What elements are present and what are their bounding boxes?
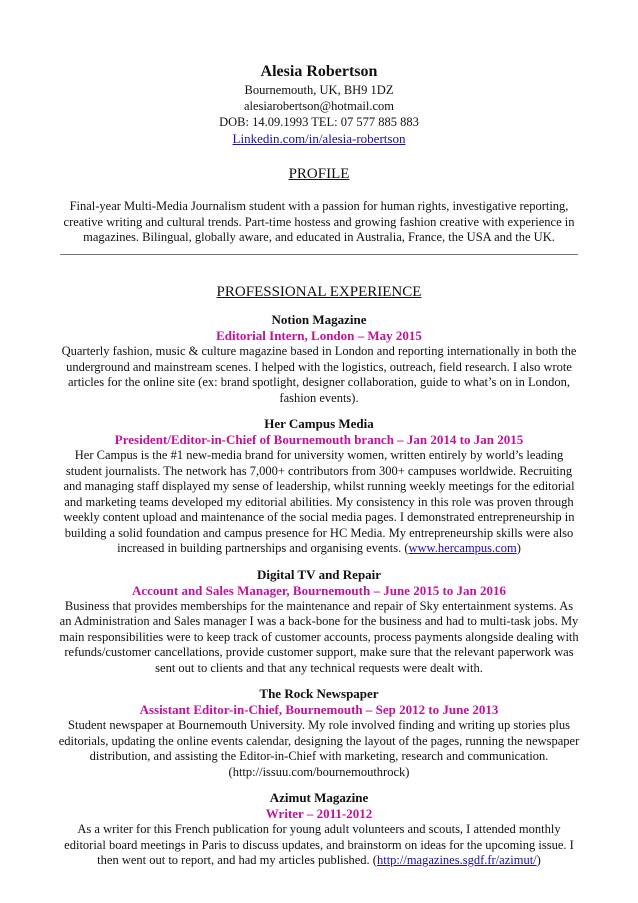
dob-tel: DOB: 14.09.1993 TEL: 07 577 885 883	[219, 115, 419, 129]
profile-title: PROFILE	[288, 166, 350, 182]
closing-paren: )	[536, 853, 541, 867]
job-role: Writer – 2011-2012	[265, 806, 373, 821]
company-name: Her Campus Media	[264, 416, 374, 431]
company-name: Azimut Magazine	[269, 790, 369, 805]
job-description-text: Her Campus is the #1 new-media brand for university women, written entirely by world’s leading student journalists. The network has 7,000+ contributors from 300+ campuses worldwide. Recruiting and managing staff displayed my sense of leadership, whilst running weekly meetings for the editorial and marketing teams developed my editorial abilities. My consistency in this role was proven through weekly content upload and maintenance of the social media pages. I demonstrated entrepreneurship in building a solid foundation and campus presence for HC Media. My entrepreneurship skills were also increased in building partnerships and organising events. (	[63, 448, 575, 555]
company-name: Digital TV and Repair	[256, 566, 382, 582]
divider	[60, 254, 578, 255]
job-role: Assistant Editor-in-Chief, Bournemouth – Sep 2012 to June 2013	[139, 702, 499, 717]
email: alesiarobertson@hotmail.com	[243, 99, 394, 113]
azimut-link[interactable]: http://magazines.sgdf.fr/azimut/	[376, 853, 537, 867]
experience-title: PROFESSIONAL EXPERIENCE	[216, 284, 422, 300]
job-entry	[58, 686, 580, 780]
job-role: President/Editor-in-Chief of Bournemouth branch – Jan 2014 to Jan 2015	[114, 432, 524, 447]
candidate-name: Alesia Robertson	[260, 63, 378, 80]
job-description-text: As a writer for this French publication for young adult volunteers and scouts, I attended monthly editorial board meetings in Paris to discuss updates, and brainstorm on ideas for the upcoming issue. I then went out to report, and had my articles published. (	[64, 822, 574, 867]
experience-list	[58, 312, 580, 879]
job-entry	[58, 567, 580, 677]
job-description: Business that provides memberships for the maintenance and repair of Sky entertainment systems. As an Administration and Sales manager I was a back-bone for the business and had to multi-task jobs. My main responsibilities were to keep track of customer accounts, process payments alongside dealing with refunds/customer cancellations, provide customer support, make sure that the relevant paperwork was sent out to clients and that any technical requests were dealt with.	[59, 598, 579, 675]
job-entry	[58, 416, 580, 557]
job-description	[58, 822, 580, 869]
job-description	[58, 448, 580, 557]
job-role: Account and Sales Manager, Bournemouth – June 2015 to Jan 2016	[131, 582, 507, 598]
job-role: Editorial Intern, London – May 2015	[216, 328, 422, 343]
job-description: Quarterly fashion, music & culture magazine based in London and reporting internationally in both the underground and mainstream scenes. I helped with the logistics, outreach, field research. I also wrote articles for the online site (ex: brand spotlight, designer collaboration, guide to what’s on in London, fashion events).	[61, 344, 577, 405]
closing-paren: )	[516, 541, 521, 555]
job-description: Student newspaper at Bournemouth University. My role involved finding and writing up stories plus editorials, updating the online events calendar, designing the layout of the pages, running the newspaper distribution, and assisting the Editor-in-Chief with marketing, research and communication. (http://issuu.com/bournemouthrock)	[58, 718, 580, 779]
job-entry	[58, 312, 580, 406]
company-name: Notion Magazine	[271, 312, 367, 327]
hercampus-link[interactable]: www.hercampus.com	[408, 541, 517, 555]
profile-text: Final-year Multi-Media Journalism student with a passion for human rights, investigative reporting, creative writing and cultural trends. Part-time hostess and growing fashion creative with experience in magazines. Bilingual, globally aware, and educated in Australia, France, the USA and the UK.	[63, 199, 575, 244]
resume-header	[0, 62, 638, 148]
address: Bournemouth, UK, BH9 1DZ	[244, 83, 394, 97]
job-entry	[58, 790, 580, 869]
linkedin-link[interactable]: Linkedin.com/in/alesia-robertson	[232, 131, 406, 146]
company-name: The Rock Newspaper	[259, 686, 379, 701]
